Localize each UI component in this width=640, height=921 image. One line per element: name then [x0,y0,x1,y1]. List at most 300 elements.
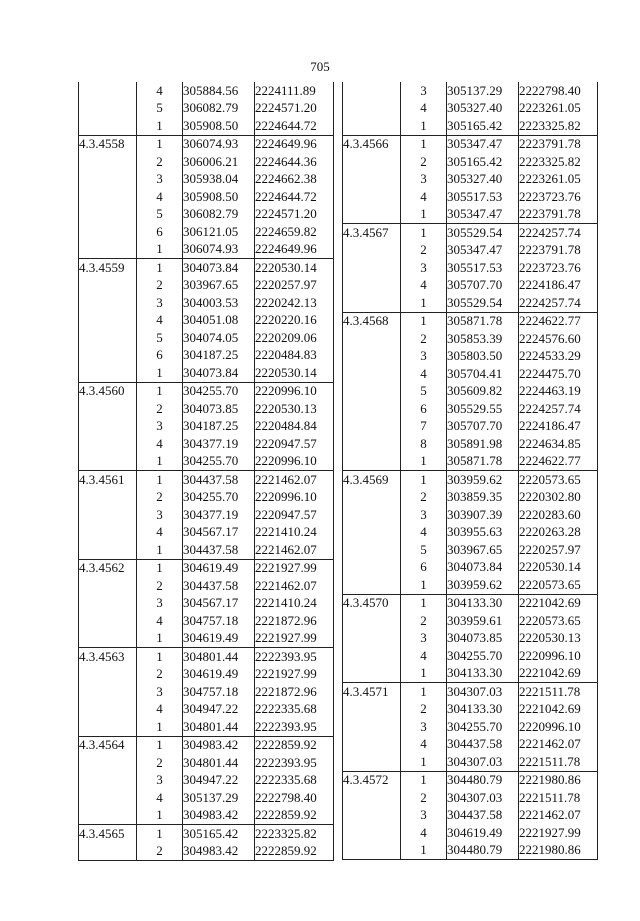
plot-id: 4.3.4562 [79,559,137,577]
plot-id [343,506,401,524]
y-coordinate: 2224576.60 [519,330,598,348]
table-row [79,329,334,347]
x-coordinate: 305165.42 [447,117,519,135]
y-coordinate: 2220996.10 [255,453,334,471]
table-row [343,612,598,630]
plot-id [79,524,137,542]
x-coordinate: 303959.61 [447,612,519,630]
point-number: 4 [156,612,163,628]
plot-id [343,400,401,418]
x-coordinate: 304051.08 [183,312,255,330]
y-coordinate: 2220996.10 [519,647,598,665]
y-coordinate: 2220283.60 [519,506,598,524]
table-row [343,206,598,224]
plot-id [343,383,401,401]
plot-id [343,294,401,312]
y-coordinate: 2220242.13 [255,294,334,312]
point-number: 2 [156,666,163,682]
y-coordinate: 2223791.78 [519,206,598,224]
y-coordinate: 2224571.20 [255,100,334,118]
point-number: 6 [420,400,427,416]
x-coordinate: 304983.42 [183,807,255,825]
y-coordinate: 2221462.07 [519,736,598,754]
plot-id [343,630,401,648]
x-coordinate: 304567.17 [183,524,255,542]
x-coordinate: 304480.79 [447,771,519,789]
table-row [343,630,598,648]
table-row [343,753,598,771]
point-number: 2 [156,489,163,505]
x-coordinate: 304983.42 [183,843,255,861]
table-row [79,559,334,577]
y-coordinate: 2222393.95 [255,648,334,666]
y-coordinate: 2221410.24 [255,595,334,613]
table-row [79,382,334,400]
x-coordinate: 305347.47 [447,135,519,153]
y-coordinate: 2221511.78 [519,789,598,807]
table-row [343,665,598,683]
plot-id [343,365,401,383]
y-coordinate: 2222393.95 [255,718,334,736]
point-number: 4 [156,435,163,451]
plot-id [343,453,401,471]
point-number: 1 [420,753,427,769]
y-coordinate: 2220263.28 [519,524,598,542]
plot-id [79,843,137,861]
x-coordinate: 304983.42 [183,736,255,754]
y-coordinate: 2220484.83 [255,347,334,365]
y-coordinate: 2221927.99 [255,630,334,648]
plot-id [343,117,401,135]
point-number: 1 [156,630,163,646]
point-number: 1 [137,648,183,666]
x-coordinate: 303959.62 [447,471,519,489]
table-row [79,312,334,330]
point-number: 1 [137,559,183,577]
y-coordinate: 2220530.13 [255,400,334,418]
x-coordinate: 305609.82 [447,383,519,401]
y-coordinate: 2221462.07 [255,541,334,559]
plot-id [79,754,137,772]
x-coordinate: 304377.19 [183,506,255,524]
table-row [79,471,334,489]
y-coordinate: 2220484.84 [255,418,334,436]
plot-id [343,559,401,577]
y-coordinate: 2220530.14 [519,559,598,577]
point-number: 1 [420,117,427,133]
plot-id [79,100,137,118]
point-number: 1 [401,471,447,489]
x-coordinate: 305347.47 [447,206,519,224]
x-coordinate: 305327.40 [447,100,519,118]
table-row [79,736,334,754]
plot-id [343,736,401,754]
y-coordinate: 2222859.92 [255,807,334,825]
point-number: 3 [420,171,427,187]
plot-id: 4.3.4564 [79,736,137,754]
y-coordinate: 2223791.78 [519,242,598,260]
table-row [343,418,598,436]
y-coordinate: 2223261.05 [519,100,598,118]
y-coordinate: 2221462.07 [255,471,334,489]
table-row [79,683,334,701]
table-row [343,701,598,719]
y-coordinate: 2220257.97 [255,277,334,295]
y-coordinate: 2224644.72 [255,188,334,206]
point-number: 4 [420,100,427,116]
x-coordinate: 303907.39 [447,506,519,524]
y-coordinate: 2222798.40 [519,82,598,100]
x-coordinate: 304437.58 [447,736,519,754]
x-coordinate: 304255.70 [183,453,255,471]
point-number: 2 [420,701,427,717]
x-coordinate: 305853.39 [447,330,519,348]
y-coordinate: 2224463.19 [519,383,598,401]
table-row [343,365,598,383]
y-coordinate: 2221980.86 [519,771,598,789]
y-coordinate: 2224257.74 [519,294,598,312]
x-coordinate: 304437.58 [447,807,519,825]
point-number: 1 [401,312,447,330]
y-coordinate: 2223791.78 [519,135,598,153]
x-coordinate: 305529.54 [447,224,519,242]
x-coordinate: 306082.79 [183,206,255,224]
table-row [79,188,334,206]
table-row [79,277,334,295]
table-row [79,171,334,189]
table-row [79,630,334,648]
x-coordinate: 305908.50 [183,188,255,206]
point-number: 1 [156,807,163,823]
point-number: 3 [156,595,163,611]
point-number: 2 [156,754,163,770]
plot-id [343,524,401,542]
point-number: 4 [156,188,163,204]
table-row [343,789,598,807]
table-row [79,789,334,807]
table-row [343,294,598,312]
table-row [79,666,334,684]
table-row [79,117,334,135]
point-number: 7 [420,418,427,434]
plot-id [343,824,401,842]
plot-id [79,807,137,825]
point-number: 1 [401,594,447,612]
plot-id [343,242,401,260]
y-coordinate: 2221872.96 [255,683,334,701]
plot-id [79,683,137,701]
plot-id [343,842,401,860]
plot-id [79,188,137,206]
table-row [343,718,598,736]
x-coordinate: 304255.70 [447,647,519,665]
plot-id [79,400,137,418]
y-coordinate: 2224475.70 [519,365,598,383]
plot-id [79,718,137,736]
point-number: 1 [401,683,447,701]
table-row [79,241,334,259]
point-number: 2 [156,153,163,169]
y-coordinate: 2222798.40 [255,789,334,807]
table-row [79,524,334,542]
point-number: 6 [156,223,163,239]
x-coordinate: 305803.50 [447,348,519,366]
y-coordinate: 2223325.82 [519,117,598,135]
x-coordinate: 304187.25 [183,347,255,365]
table-row [343,771,598,789]
x-coordinate: 305347.47 [447,242,519,260]
x-coordinate: 306074.93 [183,135,255,153]
y-coordinate: 2224659.82 [255,223,334,241]
point-number: 5 [156,100,163,116]
x-coordinate: 303955.63 [447,524,519,542]
plot-id: 4.3.4559 [79,259,137,277]
plot-id [79,418,137,436]
x-coordinate: 304947.22 [183,772,255,790]
plot-id [343,348,401,366]
y-coordinate: 2220257.97 [519,541,598,559]
plot-id: 4.3.4565 [79,825,137,843]
x-coordinate: 304757.18 [183,683,255,701]
x-coordinate: 304619.49 [183,630,255,648]
table-row [79,418,334,436]
y-coordinate: 2224622.77 [519,453,598,471]
x-coordinate: 305517.53 [447,259,519,277]
y-coordinate: 2224644.72 [255,117,334,135]
x-coordinate: 304003.53 [183,294,255,312]
table-row [79,772,334,790]
plot-id [79,789,137,807]
y-coordinate: 2220996.10 [519,718,598,736]
point-number: 1 [137,382,183,400]
x-coordinate: 304757.18 [183,612,255,630]
x-coordinate: 305707.70 [447,277,519,295]
table-row [343,506,598,524]
plot-id: 4.3.4572 [343,771,401,789]
point-number: 4 [156,789,163,805]
table-row [343,117,598,135]
table-row [79,100,334,118]
y-coordinate: 2220573.65 [519,576,598,594]
x-coordinate: 303967.65 [183,277,255,295]
y-coordinate: 2220209.06 [255,329,334,347]
table-row [343,312,598,330]
point-number: 1 [401,842,447,860]
y-coordinate: 2224186.47 [519,277,598,295]
x-coordinate: 304073.84 [183,259,255,277]
y-coordinate: 2224186.47 [519,418,598,436]
point-number: 1 [137,471,183,489]
table-row [79,294,334,312]
point-number: 2 [156,400,163,416]
table-row [343,400,598,418]
x-coordinate: 304255.70 [447,718,519,736]
plot-id [79,489,137,507]
plot-id: 4.3.4569 [343,471,401,489]
table-row [79,400,334,418]
plot-id [343,259,401,277]
y-coordinate: 2220947.57 [255,435,334,453]
plot-id [79,206,137,224]
table-row [343,576,598,594]
x-coordinate: 304255.70 [183,489,255,507]
point-number: 3 [156,294,163,310]
y-coordinate: 2222335.68 [255,772,334,790]
point-number: 5 [156,329,163,345]
point-number: 1 [401,771,447,789]
plot-id [343,576,401,594]
x-coordinate: 304133.30 [447,594,519,612]
x-coordinate: 304073.84 [447,559,519,577]
plot-id [79,171,137,189]
plot-id [343,418,401,436]
plot-id [79,241,137,259]
y-coordinate: 2223261.05 [519,171,598,189]
table-row [79,135,334,153]
y-coordinate: 2221511.78 [519,683,598,701]
point-number: 4 [156,312,163,328]
x-coordinate: 304255.70 [183,382,255,400]
x-coordinate: 303859.35 [447,489,519,507]
table-row [79,259,334,277]
table-row [79,206,334,224]
table-row [343,807,598,825]
x-coordinate: 303959.62 [447,576,519,594]
coordinate-table-left [78,82,334,861]
y-coordinate: 2224571.20 [255,206,334,224]
point-number: 3 [420,807,427,823]
point-number: 3 [420,259,427,275]
plot-id [343,541,401,559]
x-coordinate: 305137.29 [183,789,255,807]
x-coordinate: 305529.54 [447,294,519,312]
plot-id [343,489,401,507]
table-row [79,843,334,861]
page-number: 705 [310,59,330,74]
y-coordinate: 2224111.89 [255,82,334,100]
point-number: 2 [420,153,427,169]
x-coordinate: 304801.44 [183,718,255,736]
plot-id [79,506,137,524]
plot-id [79,577,137,595]
y-coordinate: 2224257.74 [519,224,598,242]
plot-id: 4.3.4558 [79,135,137,153]
table-row [79,541,334,559]
table-row [79,453,334,471]
point-number: 2 [420,330,427,346]
plot-id: 4.3.4570 [343,594,401,612]
plot-id [343,188,401,206]
y-coordinate: 2220996.10 [255,489,334,507]
point-number: 5 [420,541,427,557]
point-number: 1 [420,576,427,592]
x-coordinate: 304801.44 [183,648,255,666]
point-number: 1 [420,453,427,469]
table-row [343,171,598,189]
x-coordinate: 305908.50 [183,117,255,135]
plot-id [79,153,137,171]
x-coordinate: 305327.40 [447,171,519,189]
plot-id: 4.3.4567 [343,224,401,242]
table-row [79,825,334,843]
plot-id [343,718,401,736]
plot-id [343,435,401,453]
point-number: 1 [420,294,427,310]
table-row [343,135,598,153]
table-row [343,453,598,471]
point-number: 2 [156,277,163,293]
x-coordinate: 305871.78 [447,312,519,330]
y-coordinate: 2221872.96 [255,612,334,630]
plot-id: 4.3.4563 [79,648,137,666]
x-coordinate: 304187.25 [183,418,255,436]
plot-id [343,701,401,719]
point-number: 1 [401,224,447,242]
y-coordinate: 2220220.16 [255,312,334,330]
plot-id [79,595,137,613]
point-number: 4 [156,524,163,540]
table-row [79,506,334,524]
plot-id [343,647,401,665]
plot-id [343,789,401,807]
x-coordinate: 304947.22 [183,701,255,719]
x-coordinate: 304437.58 [183,577,255,595]
x-coordinate: 304437.58 [183,471,255,489]
point-number: 4 [420,188,427,204]
point-number: 1 [156,718,163,734]
plot-id: 4.3.4566 [343,135,401,153]
x-coordinate: 306006.21 [183,153,255,171]
point-number: 2 [420,612,427,628]
point-number: 1 [137,825,183,843]
table-row [343,524,598,542]
point-number: 4 [420,736,427,752]
y-coordinate: 2223723.76 [519,188,598,206]
x-coordinate: 304133.30 [447,701,519,719]
table-row [343,100,598,118]
point-number: 1 [156,364,163,380]
table-row [343,471,598,489]
x-coordinate: 304801.44 [183,754,255,772]
point-number: 1 [137,736,183,754]
point-number: 1 [156,453,163,469]
point-number: 4 [420,647,427,663]
y-coordinate: 2221462.07 [519,807,598,825]
point-number: 4 [156,82,163,98]
y-coordinate: 2222335.68 [255,701,334,719]
table-row [343,647,598,665]
x-coordinate: 306082.79 [183,100,255,118]
y-coordinate: 2221927.99 [255,559,334,577]
plot-id [79,117,137,135]
y-coordinate: 2221927.99 [519,824,598,842]
point-number: 4 [420,824,427,840]
point-number: 3 [156,418,163,434]
point-number: 4 [420,365,427,381]
point-number: 3 [420,506,427,522]
point-number: 4 [420,524,427,540]
x-coordinate: 304073.85 [183,400,255,418]
plot-id [79,294,137,312]
plot-id [343,171,401,189]
y-coordinate: 2224649.96 [255,135,334,153]
table-row [343,383,598,401]
table-row [343,188,598,206]
table-row [79,435,334,453]
x-coordinate: 305517.53 [447,188,519,206]
x-coordinate: 304307.03 [447,683,519,701]
table-row [343,82,598,100]
